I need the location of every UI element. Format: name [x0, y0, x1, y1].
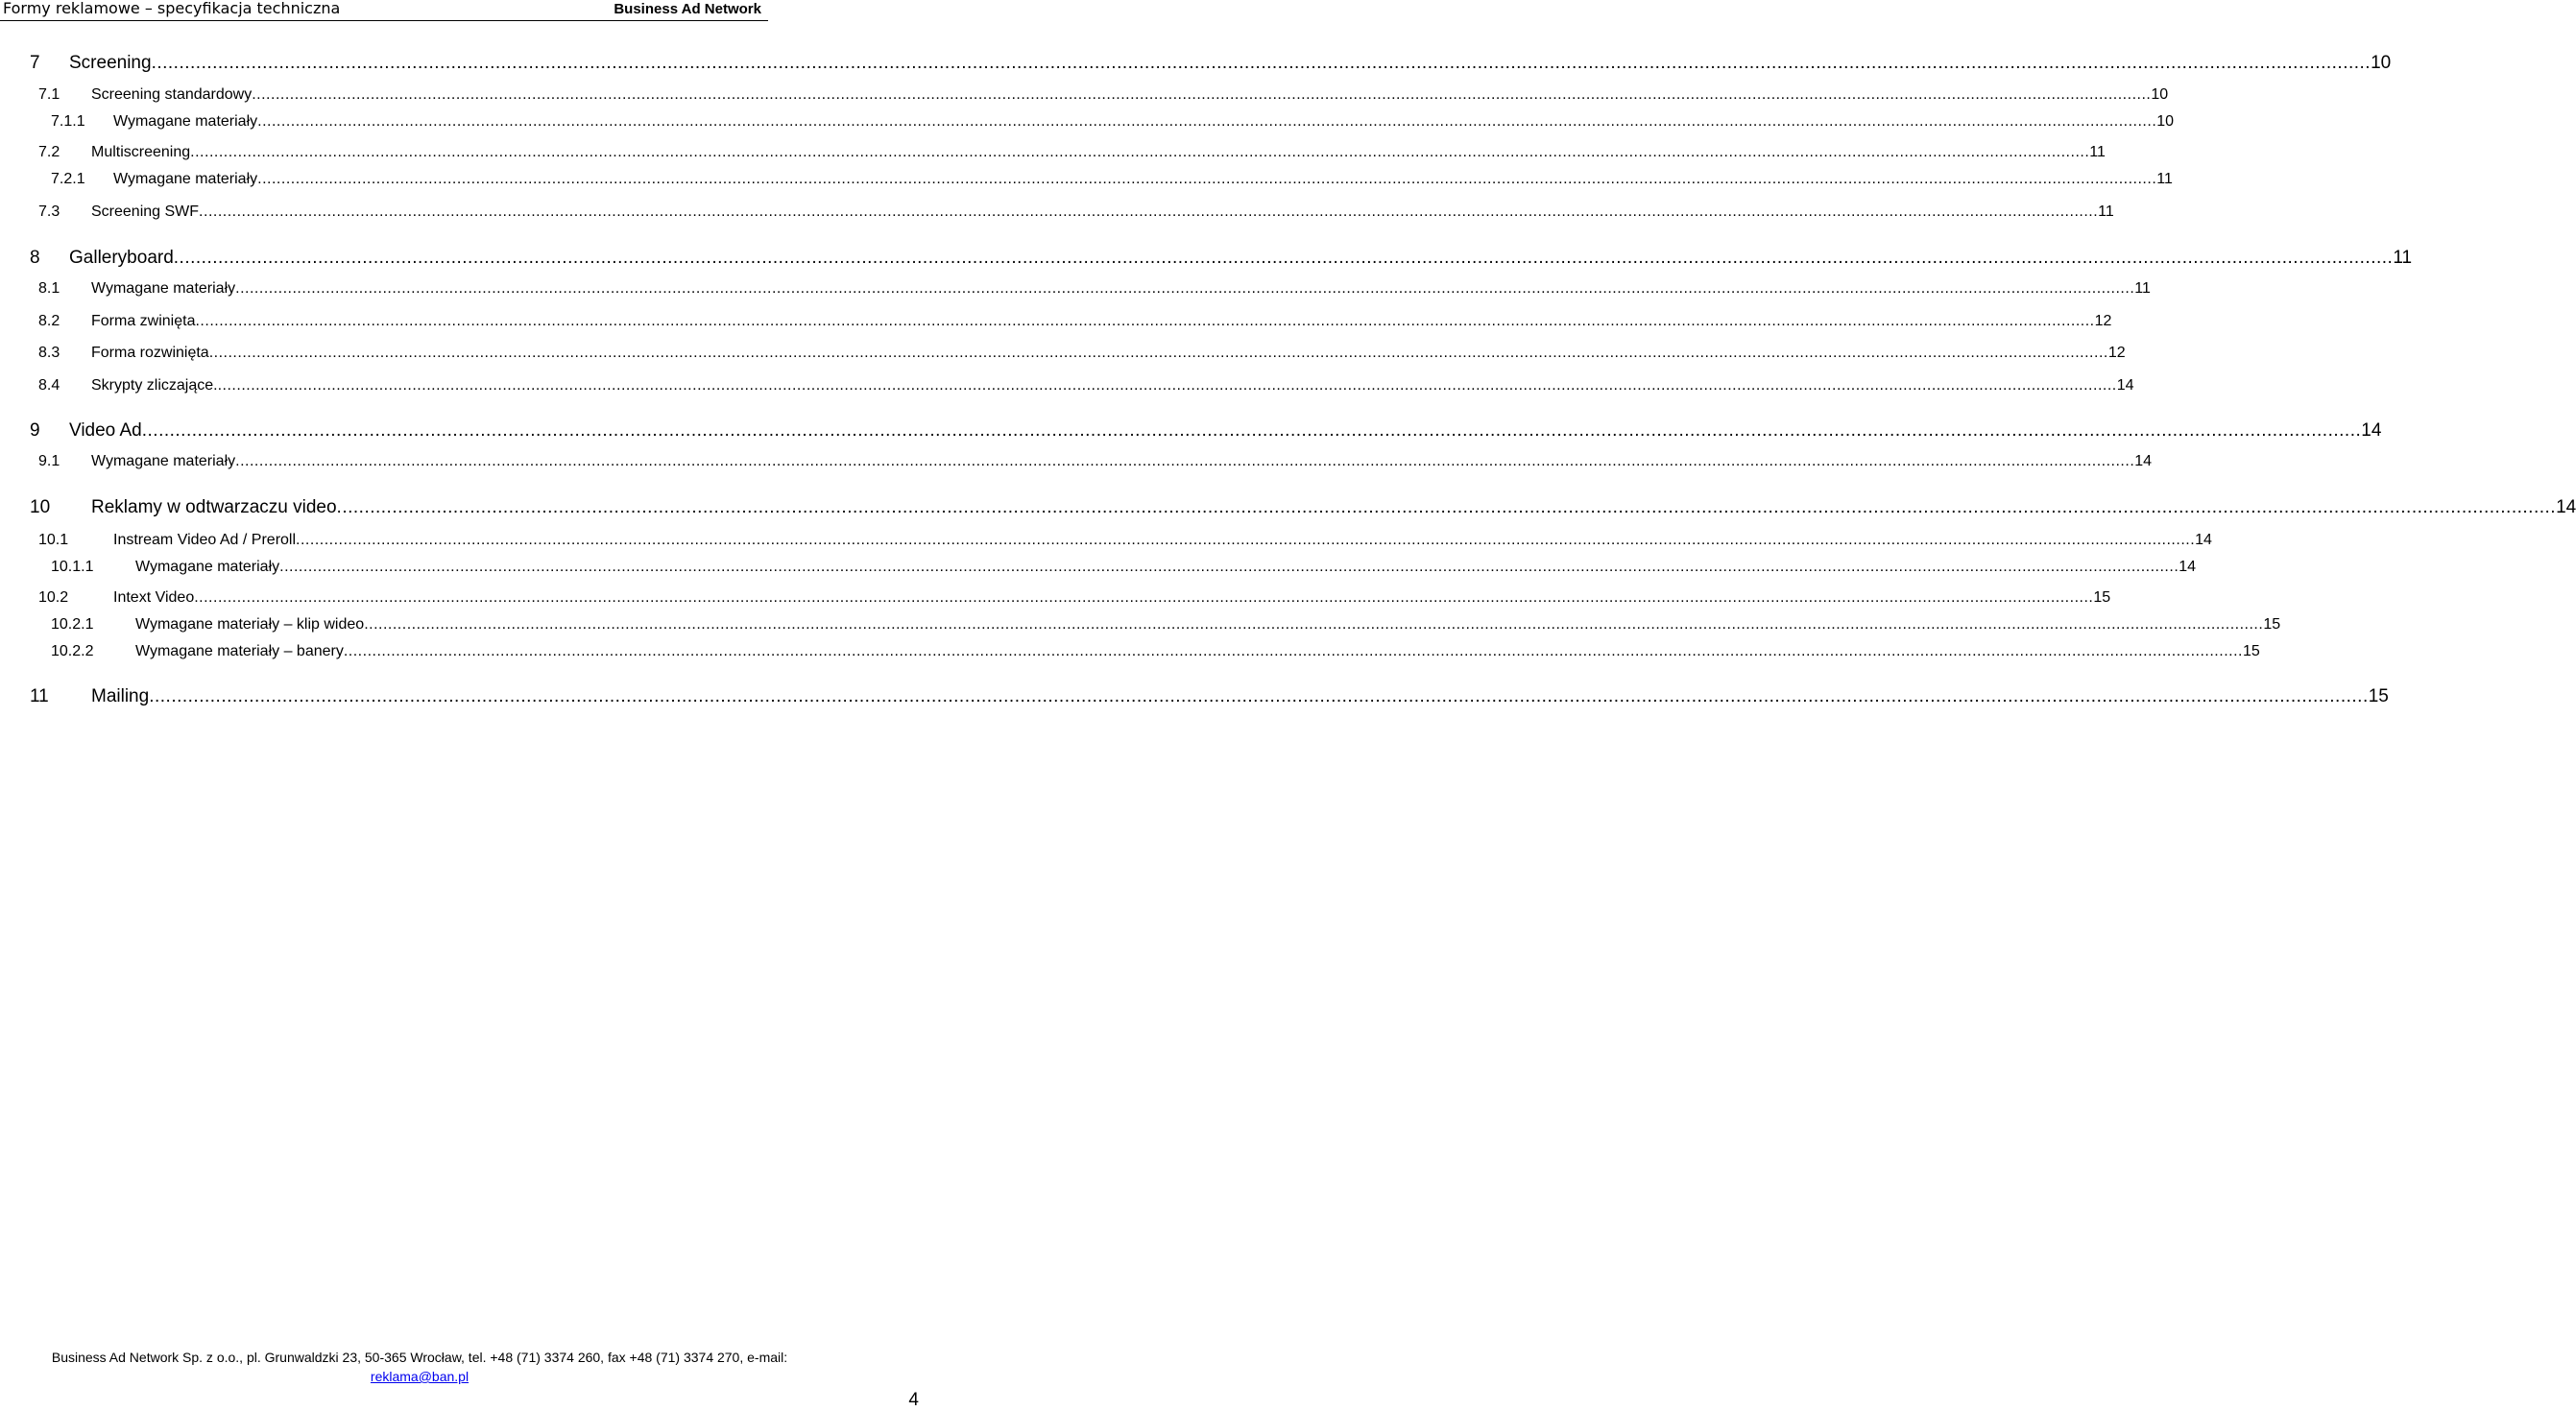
toc-entry-number: 11	[30, 686, 49, 706]
toc-entry-page: 11	[2156, 171, 2173, 187]
toc-entry-page: 10	[2156, 113, 2175, 130]
toc-dot-leader: ................................................................................................................................................................................................................................................................................................................................................................................................................	[252, 86, 2152, 103]
toc-entry-page: 14	[2179, 559, 2197, 575]
toc-entry-title: Forma rozwinięta	[91, 345, 209, 361]
toc-entry-number: 9.1	[38, 453, 60, 469]
toc-entry-number: 8.3	[38, 345, 60, 361]
toc-entry-page: 15	[2263, 616, 2281, 633]
toc-dot-leader: ................................................................................................................................................................................................................................................................................................................................................................................................................	[151, 53, 2371, 73]
toc-entry-number: 10.2	[38, 589, 69, 606]
toc-entry-page: 14	[2361, 420, 2382, 441]
toc-entry-number: 8.2	[38, 313, 60, 329]
toc-entry-number: 7.2	[38, 144, 60, 160]
toc-entry-number: 7.2.1	[51, 171, 85, 187]
toc-entry[interactable]	[0, 686, 2389, 709]
toc-entry-number: 7.1	[38, 86, 60, 103]
toc-dot-leader: ................................................................................................................................................................................................................................................................................................................................................................................................................	[190, 144, 2090, 160]
toc-entry-page: 10	[2151, 86, 2169, 103]
toc-entry[interactable]	[0, 453, 2153, 472]
toc-entry-number: 7.1.1	[51, 113, 85, 130]
toc-dot-leader: ................................................................................................................................................................................................................................................................................................................................................................................................................	[279, 559, 2179, 575]
toc-entry-title: Wymagane materiały – klip wideo	[135, 616, 365, 633]
toc-entry-title: Video Ad	[69, 420, 142, 441]
toc-entry[interactable]	[0, 377, 2134, 396]
toc-dot-leader: ................................................................................................................................................................................................................................................................................................................................................................................................................	[257, 113, 2157, 130]
toc-entry-number: 8	[30, 248, 40, 268]
toc-entry-page: 14	[2556, 497, 2576, 517]
toc-entry-number: 7	[30, 53, 40, 73]
page-footer	[0, 1348, 839, 1386]
toc-dot-leader: ................................................................................................................................................................................................................................................................................................................................................................................................................	[194, 589, 2094, 606]
toc-entry-page: 15	[2368, 686, 2389, 706]
toc-entry-page: 15	[2093, 589, 2111, 606]
toc-entry-title: Wymagane materiały – banery	[135, 643, 344, 659]
toc-dot-leader: ................................................................................................................................................................................................................................................................................................................................................................................................................	[296, 532, 2196, 548]
toc-entry-number: 8.4	[38, 377, 60, 394]
toc-entry-title: Screening SWF	[91, 203, 200, 220]
toc-entry[interactable]	[0, 589, 2111, 609]
toc-dot-leader: ................................................................................................................................................................................................................................................................................................................................................................................................................	[208, 345, 2108, 361]
toc-entry[interactable]	[0, 171, 2173, 190]
toc-dot-leader: ................................................................................................................................................................................................................................................................................................................................................................................................................	[149, 686, 2369, 706]
toc-entry-number: 9	[30, 420, 40, 441]
toc-entry-title: Wymagane materiały	[91, 280, 236, 297]
toc-dot-leader: ................................................................................................................................................................................................................................................................................................................................................................................................................	[235, 280, 2135, 297]
toc-entry[interactable]	[0, 248, 2413, 271]
toc-entry[interactable]	[0, 86, 2169, 106]
footer-email-link[interactable]: reklama@ban.pl	[370, 1369, 469, 1384]
toc-dot-leader: ................................................................................................................................................................................................................................................................................................................................................................................................................	[141, 420, 2362, 441]
toc-entry-title: Skrypty zliczające.	[91, 377, 218, 394]
toc-entry-title: Wymagane materiały	[91, 453, 236, 469]
company-name: Business Ad Network	[614, 1, 761, 17]
toc-entry-page: 14	[2116, 377, 2134, 394]
toc-entry[interactable]	[0, 113, 2175, 132]
toc-dot-leader: ................................................................................................................................................................................................................................................................................................................................................................................................................	[257, 171, 2157, 187]
toc-entry-page: 10	[2371, 53, 2392, 73]
toc-entry-number: 10.1	[38, 532, 69, 548]
toc-dot-leader: ................................................................................................................................................................................................................................................................................................................................................................................................................	[195, 313, 2095, 329]
toc-entry-number: 10.1.1	[51, 559, 94, 575]
toc-entry-page: 12	[2107, 345, 2126, 361]
toc-entry-title: Galleryboard	[69, 248, 174, 268]
toc-entry-page: 12	[2094, 313, 2112, 329]
toc-dot-leader: ................................................................................................................................................................................................................................................................................................................................................................................................................	[364, 616, 2264, 633]
toc-entry-title: Instream Video Ad / Preroll	[113, 532, 297, 548]
page-number: 4	[908, 1390, 919, 1410]
toc-entry-page: 11	[2134, 280, 2151, 297]
toc-entry-number: 10	[30, 497, 51, 517]
toc-entry[interactable]	[0, 53, 2392, 76]
toc-entry-title: Mailing	[91, 686, 150, 706]
toc-entry[interactable]	[0, 559, 2197, 578]
toc-dot-leader: ................................................................................................................................................................................................................................................................................................................................................................................................................	[235, 453, 2135, 469]
toc-entry[interactable]	[0, 345, 2126, 364]
toc-entry[interactable]	[0, 643, 2260, 662]
toc-entry-title: Screening standardowy	[91, 86, 253, 103]
document-title: Formy reklamowe – specyfikacja techniczna	[3, 0, 341, 17]
toc-entry[interactable]	[0, 144, 2106, 163]
toc-entry[interactable]	[0, 280, 2151, 299]
toc-dot-leader: ................................................................................................................................................................................................................................................................................................................................................................................................................	[336, 497, 2557, 517]
toc-entry[interactable]	[0, 616, 2281, 635]
toc-entry-title: Multiscreening	[91, 144, 191, 160]
toc-entry-title: Screening	[69, 53, 152, 73]
toc-entry-title: Wymagane materiały	[113, 113, 258, 130]
toc-entry-page: 11	[2089, 144, 2106, 160]
toc-entry-page: 11	[2393, 248, 2413, 268]
toc-entry[interactable]	[0, 420, 2382, 443]
toc-entry-title: Reklamy w odtwarzaczu video	[91, 497, 337, 517]
toc-entry-number: 10.2.2	[51, 643, 94, 659]
toc-entry-page: 14	[2195, 532, 2212, 548]
footer-address: Business Ad Network Sp. z o.o., pl. Grunwaldzki 23, 50-365 Wrocław, tel. +48 (71) 3374 260, fax +48 (71) 3374 270, e-mail:	[51, 1350, 788, 1365]
toc-dot-leader: ................................................................................................................................................................................................................................................................................................................................................................................................................	[199, 203, 2099, 220]
toc-entry-title: Wymagane materiały	[135, 559, 280, 575]
toc-entry[interactable]	[0, 203, 2114, 223]
toc-entry-page: 14	[2134, 453, 2153, 469]
toc-dot-leader: ................................................................................................................................................................................................................................................................................................................................................................................................................	[343, 643, 2243, 659]
toc-entry-title: Forma zwinięta	[91, 313, 196, 329]
toc-entry-page: 11	[2098, 203, 2114, 220]
toc-entry-title: Wymagane materiały	[113, 171, 258, 187]
toc-dot-leader: ................................................................................................................................................................................................................................................................................................................................................................................................................	[173, 248, 2394, 268]
toc-entry-number: 7.3	[38, 203, 60, 220]
toc-entry[interactable]	[0, 497, 2576, 520]
toc-entry[interactable]	[0, 313, 2112, 332]
page-header	[0, 0, 768, 21]
toc-dot-leader: ................................................................................................................................................................................................................................................................................................................................................................................................................	[217, 377, 2117, 394]
toc-entry-page: 15	[2242, 643, 2260, 659]
toc-entry-number: 8.1	[38, 280, 60, 297]
toc-entry-number: 10.2.1	[51, 616, 94, 633]
toc-entry-title: Intext Video	[113, 589, 195, 606]
toc-entry[interactable]	[0, 532, 2212, 551]
